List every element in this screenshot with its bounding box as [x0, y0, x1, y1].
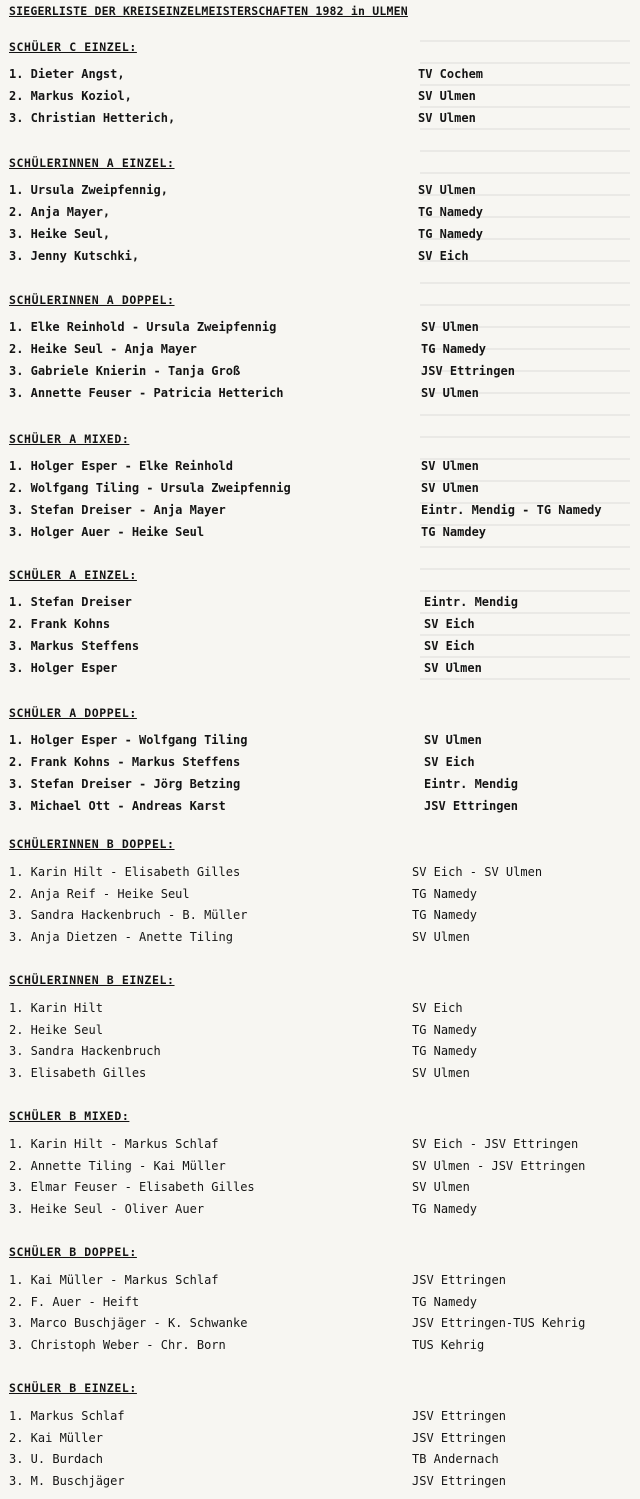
club-name: SV Eich — [412, 1001, 463, 1015]
player-names: 1. Elke Reinhold - Ursula Zweipfennig — [9, 320, 277, 334]
player-names: 3. Christoph Weber - Chr. Born — [9, 1338, 226, 1352]
player-names: 2. Frank Kohns - Markus Steffens — [9, 755, 241, 769]
club-name: TG Namedy — [412, 1044, 478, 1058]
result-row — [0, 595, 640, 615]
result-row — [0, 386, 640, 406]
player-names: 3. Heike Seul - Oliver Auer — [9, 1202, 205, 1216]
section-heading: SCHÜLER B EINZEL: — [9, 1381, 137, 1395]
player-names: 3. Heike Seul, — [9, 227, 111, 241]
club-name: TG Namedy — [412, 1202, 478, 1216]
club-name: SV Eich — [424, 755, 475, 769]
section-heading: SCHÜLER B MIXED: — [9, 1109, 130, 1123]
result-row — [0, 1409, 640, 1429]
club-name: SV Ulmen - JSV Ettringen — [412, 1159, 586, 1173]
club-name: TG Namdey — [421, 525, 487, 539]
club-name: SV Ulmen — [418, 183, 476, 197]
club-name: SV Eich - JSV Ettringen — [412, 1137, 579, 1151]
club-name: SV Eich — [424, 617, 475, 631]
club-name: SV Ulmen — [421, 481, 479, 495]
result-row — [0, 661, 640, 681]
result-row — [0, 111, 640, 131]
player-names: 3. M. Buschjäger — [9, 1474, 125, 1488]
club-name: Eintr. Mendig — [424, 595, 518, 609]
result-row — [0, 1452, 640, 1472]
result-row — [0, 481, 640, 501]
player-names: 1. Stefan Dreiser — [9, 595, 132, 609]
result-row — [0, 320, 640, 340]
player-names: 1. Holger Esper - Elke Reinhold — [9, 459, 233, 473]
result-row — [0, 183, 640, 203]
player-names: 1. Markus Schlaf — [9, 1409, 125, 1423]
player-names: 3. Stefan Dreiser - Jörg Betzing — [9, 777, 241, 791]
player-names: 3. Michael Ott - Andreas Karst — [9, 799, 226, 813]
club-name: JSV Ettringen-TUS Kehrig — [412, 1316, 586, 1330]
result-row — [0, 1180, 640, 1200]
result-row — [0, 908, 640, 928]
player-names: 1. Karin Hilt — [9, 1001, 103, 1015]
player-names: 3. Sandra Hackenbruch — [9, 1044, 161, 1058]
player-names: 2. Annette Tiling - Kai Müller — [9, 1159, 226, 1173]
player-names: 3. Elisabeth Gilles — [9, 1066, 147, 1080]
club-name: Eintr. Mendig - TG Namedy — [421, 503, 602, 517]
result-row — [0, 1202, 640, 1222]
club-name: SV Ulmen — [424, 733, 482, 747]
club-name: JSV Ettringen — [412, 1431, 506, 1445]
club-name: TV Cochem — [418, 67, 484, 81]
club-name: TG Namedy — [418, 205, 484, 219]
player-names: 3. Gabriele Knierin - Tanja Groß — [9, 364, 241, 378]
player-names: 3. Sandra Hackenbruch - B. Müller — [9, 908, 248, 922]
club-name: TG Namedy — [418, 227, 484, 241]
player-names: 3. Christian Hetterich, — [9, 111, 176, 125]
result-row — [0, 503, 640, 523]
club-name: JSV Ettringen — [412, 1273, 506, 1287]
player-names: 1. Holger Esper - Wolfgang Tiling — [9, 733, 248, 747]
result-row — [0, 639, 640, 659]
result-row — [0, 1316, 640, 1336]
player-names: 3. Elmar Feuser - Elisabeth Gilles — [9, 1180, 255, 1194]
club-name: TUS Kehrig — [412, 1338, 485, 1352]
result-row — [0, 777, 640, 797]
section-heading: SCHÜLERINNEN A DOPPEL: — [9, 293, 175, 307]
club-name: TG Namedy — [421, 342, 487, 356]
player-names: 2. Anja Mayer, — [9, 205, 111, 219]
result-row — [0, 1295, 640, 1315]
player-names: 2. F. Auer - Heift — [9, 1295, 140, 1309]
section-heading: SCHÜLER C EINZEL: — [9, 40, 137, 54]
document-title: SIEGERLISTE DER KREISEINZELMEISTERSCHAFTEN 1982 in ULMEN — [9, 4, 408, 18]
result-row — [0, 617, 640, 637]
club-name: SV Ulmen — [421, 386, 479, 400]
result-row — [0, 364, 640, 384]
result-row — [0, 227, 640, 247]
player-names: 2. Heike Seul — [9, 1023, 103, 1037]
player-names: 3. Marco Buschjäger - K. Schwanke — [9, 1316, 248, 1330]
result-row — [0, 1338, 640, 1358]
club-name: SV Eich — [418, 249, 469, 263]
player-names: 1. Karin Hilt - Elisabeth Gilles — [9, 865, 241, 879]
result-row — [0, 1001, 640, 1021]
result-row — [0, 459, 640, 479]
player-names: 3. Jenny Kutschki, — [9, 249, 140, 263]
player-names: 3. Anja Dietzen - Anette Tiling — [9, 930, 233, 944]
section-heading: SCHÜLER B DOPPEL: — [9, 1245, 137, 1259]
result-row — [0, 89, 640, 109]
section-heading: SCHÜLERINNEN B DOPPEL: — [9, 837, 175, 851]
section-heading: SCHÜLER A MIXED: — [9, 432, 130, 446]
result-row — [0, 887, 640, 907]
result-row — [0, 525, 640, 545]
player-names: 2. Wolfgang Tiling - Ursula Zweipfennig — [9, 481, 291, 495]
club-name: SV Ulmen — [421, 320, 479, 334]
player-names: 1. Ursula Zweipfennig, — [9, 183, 168, 197]
player-names: 3. Annette Feuser - Patricia Hetterich — [9, 386, 284, 400]
player-names: 2. Heike Seul - Anja Mayer — [9, 342, 197, 356]
result-row — [0, 1431, 640, 1451]
result-row — [0, 755, 640, 775]
club-name: SV Ulmen — [412, 930, 470, 944]
club-name: SV Ulmen — [424, 661, 482, 675]
club-name: TG Namedy — [412, 887, 478, 901]
player-names: 3. Holger Auer - Heike Seul — [9, 525, 205, 539]
club-name: JSV Ettringen — [412, 1409, 506, 1423]
player-names: 2. Markus Koziol, — [9, 89, 132, 103]
result-row — [0, 342, 640, 362]
club-name: SV Ulmen — [418, 89, 476, 103]
result-row — [0, 1474, 640, 1494]
result-row — [0, 67, 640, 87]
result-row — [0, 1159, 640, 1179]
player-names: 2. Anja Reif - Heike Seul — [9, 887, 190, 901]
player-names: 3. Stefan Dreiser - Anja Mayer — [9, 503, 226, 517]
player-names: 2. Kai Müller — [9, 1431, 103, 1445]
club-name: SV Eich — [424, 639, 475, 653]
club-name: SV Ulmen — [412, 1066, 470, 1080]
player-names: 1. Karin Hilt - Markus Schlaf — [9, 1137, 219, 1151]
result-row — [0, 1137, 640, 1157]
result-row — [0, 1066, 640, 1086]
player-names: 2. Frank Kohns — [9, 617, 111, 631]
club-name: JSV Ettringen — [412, 1474, 506, 1488]
player-names: 1. Dieter Angst, — [9, 67, 125, 81]
club-name: SV Eich - SV Ulmen — [412, 865, 543, 879]
club-name: SV Ulmen — [421, 459, 479, 473]
club-name: TG Namedy — [412, 1295, 478, 1309]
club-name: JSV Ettringen — [421, 364, 515, 378]
result-row — [0, 249, 640, 269]
section-heading: SCHÜLERINNEN B EINZEL: — [9, 973, 175, 987]
player-names: 3. Markus Steffens — [9, 639, 140, 653]
section-heading: SCHÜLER A DOPPEL: — [9, 706, 137, 720]
result-row — [0, 930, 640, 950]
player-names: 3. U. Burdach — [9, 1452, 103, 1466]
result-row — [0, 1044, 640, 1064]
club-name: TG Namedy — [412, 1023, 478, 1037]
section-heading: SCHÜLERINNEN A EINZEL: — [9, 156, 175, 170]
result-row — [0, 205, 640, 225]
club-name: TG Namedy — [412, 908, 478, 922]
player-names: 1. Kai Müller - Markus Schlaf — [9, 1273, 219, 1287]
result-row — [0, 733, 640, 753]
club-name: TB Andernach — [412, 1452, 499, 1466]
club-name: JSV Ettringen — [424, 799, 518, 813]
result-row — [0, 1273, 640, 1293]
club-name: SV Ulmen — [412, 1180, 470, 1194]
section-heading: SCHÜLER A EINZEL: — [9, 568, 137, 582]
club-name: Eintr. Mendig — [424, 777, 518, 791]
club-name: SV Ulmen — [418, 111, 476, 125]
result-row — [0, 865, 640, 885]
result-row — [0, 799, 640, 819]
result-row — [0, 1023, 640, 1043]
player-names: 3. Holger Esper — [9, 661, 118, 675]
